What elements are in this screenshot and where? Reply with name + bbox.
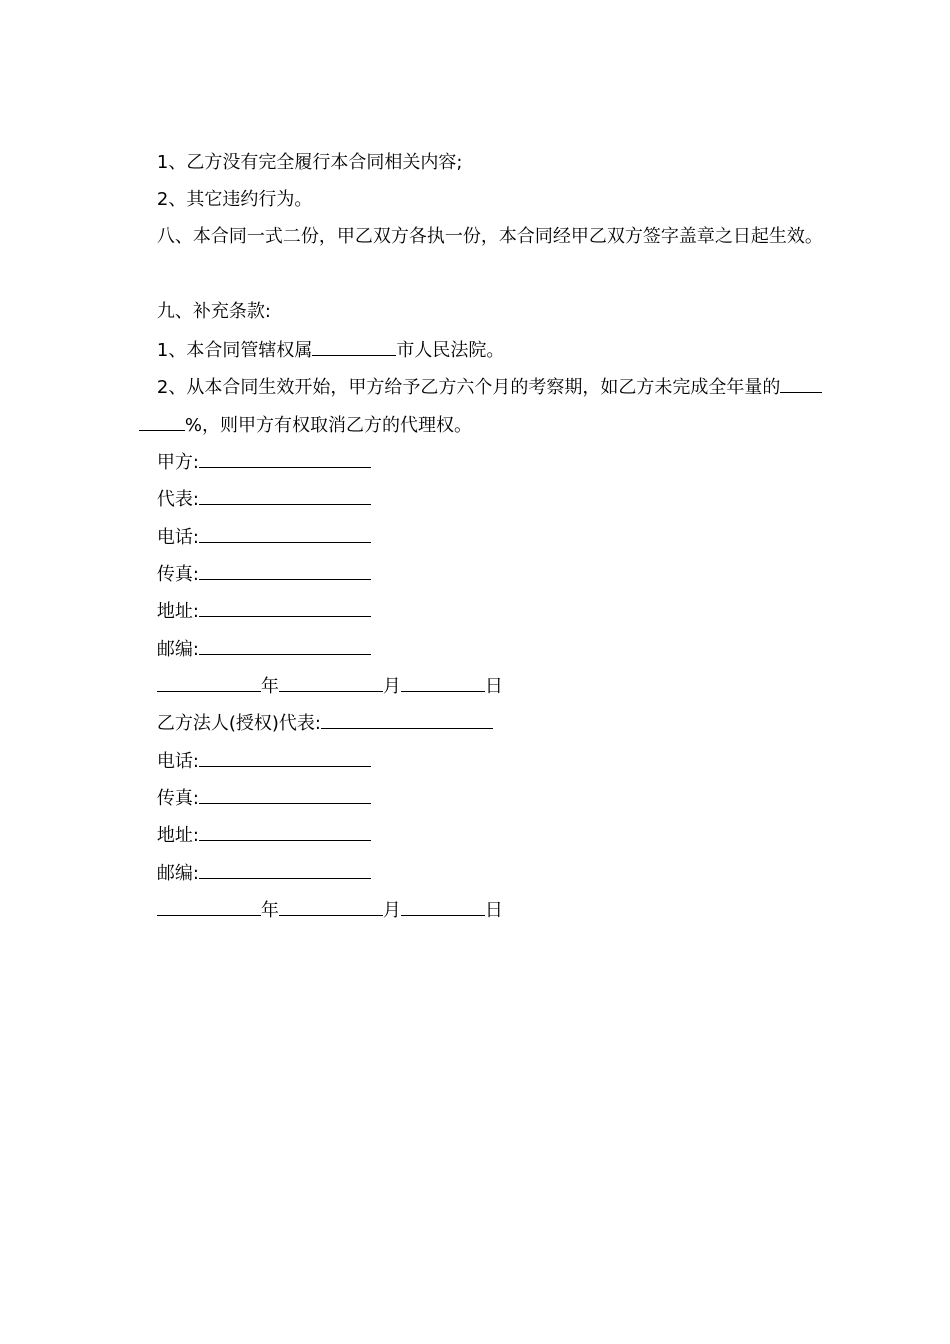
party-b-year-label: 年 [260, 900, 279, 921]
party-a-day-label: 日 [484, 676, 503, 697]
party-b-month-field[interactable] [279, 897, 383, 916]
party-a-address-label: 地址: [156, 601, 199, 622]
party-a-phone-label: 电话: [156, 527, 199, 548]
party-a-zip-label: 邮编: [156, 639, 199, 660]
supplement-2-text: 2、从本合同生效开始，甲方给予乙方六个月的考察期，如乙方未完成全年量的 [156, 377, 781, 398]
party-b-month-label: 月 [382, 900, 401, 921]
party-b-day-label: 日 [484, 900, 503, 921]
annual-quota-blank-a[interactable] [780, 374, 822, 393]
section-8-line [134, 201, 823, 273]
clause-1-text: 1、乙方没有完全履行本合同相关内容; [156, 152, 463, 173]
party-a-label: 甲方: [156, 452, 199, 473]
clause-2-text: 2、其它违约行为。 [156, 189, 313, 210]
supplement-1-text-b: 市人民法院。 [396, 340, 505, 361]
party-a-year-label: 年 [260, 676, 279, 697]
party-b-rep-label: 乙方法人(授权)代表: [156, 713, 321, 734]
section-9-text: 九、补充条款: [156, 301, 271, 322]
party-a-month-label: 月 [382, 676, 401, 697]
supplement-1-text-a: 1、本合同管辖权属 [156, 340, 313, 361]
supplement-2-text-cont: %，则甲方有权取消乙方的代理权。 [184, 415, 472, 436]
party-b-address-label: 地址: [156, 825, 199, 846]
party-b-day-field[interactable] [401, 897, 485, 916]
party-a-fax-label: 传真: [156, 564, 199, 585]
section-8-text: 八、本合同一式二份，甲乙双方各执一份，本合同经甲乙双方签字盖章之日起生效。 [156, 226, 823, 247]
party-b-phone-label: 电话: [156, 751, 199, 772]
party-a-rep-label: 代表: [156, 489, 199, 510]
party-b-zip-label: 邮编: [156, 863, 199, 884]
party-b-year-field[interactable] [157, 897, 261, 916]
party-b-date-line [134, 873, 503, 947]
party-b-fax-label: 传真: [156, 788, 199, 809]
